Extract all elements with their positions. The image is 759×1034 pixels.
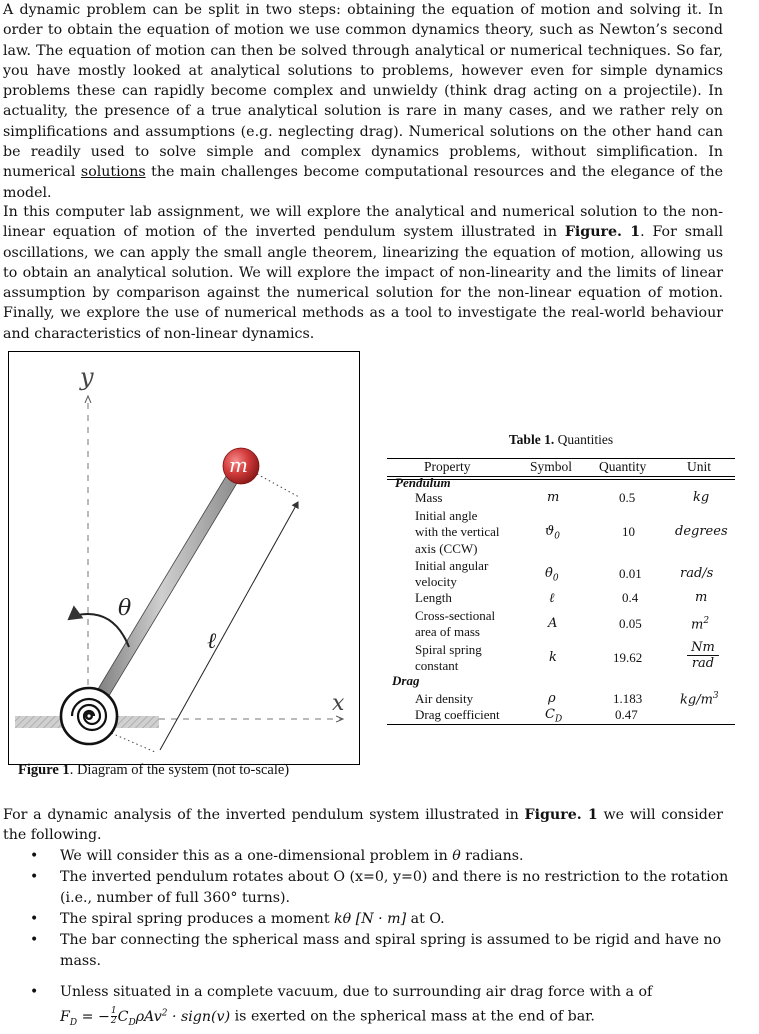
row-velocity-property-1: Initial angular [415, 558, 489, 573]
row-spring-property-1: Spiral spring [415, 642, 482, 657]
row-area-property-1: Cross-sectional [415, 608, 496, 623]
row-mass-symbol: m [547, 490, 560, 505]
row-length-quantity: 0.4 [622, 590, 639, 605]
group-drag: Drag [392, 673, 420, 688]
theta-label: θ [118, 596, 132, 621]
assumption-list [30, 846, 730, 1034]
solutions-word: solutions [80, 164, 146, 181]
row-drag-coef-symbol-sub: D [554, 714, 563, 725]
table-body [387, 475, 735, 735]
row-density-unit-sup: 3 [712, 691, 719, 701]
spiral-spring-icon [61, 688, 117, 744]
figure-caption-text: . Diagram of the system (not to-scale) [69, 762, 290, 778]
header-symbol: Symbol [530, 459, 573, 474]
intro-paragraph-1 [3, 0, 723, 203]
row-angle-property-2: with the vertical [415, 524, 500, 539]
row-angle-unit: degrees [675, 524, 728, 539]
row-spring-unit-num: Nm [691, 640, 715, 655]
row-area-quantity: 0.05 [619, 616, 642, 631]
header-unit: Unit [687, 459, 712, 474]
row-drag-coef-quantity: 0.47 [615, 707, 638, 722]
row-spring-property-2: constant [415, 658, 459, 673]
figure-caption-label: Figure 1 [18, 762, 70, 778]
intro-paragraph-2-end: . For small oscillations, we can apply the small angle theorem, linearizing the equation of motion, allowing us to obtain an analytical solution. We will explore the impact of non-linearity and the limits of linear assumption by comparison against the numerical solution for the non-linear equation of motion. Finally, we explore the use of numerical methods as a tool to investigate the real-world behaviour and characteristics of non-linear dynamics. [3, 224, 723, 342]
list-item: • The spiral spring produces a moment kθ [N · m] at O. [30, 909, 730, 930]
row-spring-quantity: 19.62 [613, 650, 643, 665]
figure-caption [18, 762, 289, 779]
row-area-unit-sup: 2 [703, 616, 710, 626]
row-mass-property: Mass [415, 490, 443, 505]
row-spring-unit-den: rad [687, 655, 719, 671]
row-velocity-unit: rad/s [680, 566, 714, 581]
intro-paragraph-2 [3, 202, 723, 344]
row-angle-symbol-sub: 0 [554, 531, 561, 542]
row-velocity-quantity: 0.01 [619, 566, 642, 581]
table-title-label: Table 1. [508, 432, 555, 447]
analysis-figure-reference: Figure. 1 [524, 807, 598, 823]
table-title-text: Quantities [554, 432, 614, 447]
y-label: y [80, 363, 94, 391]
length-guide-top [257, 474, 299, 497]
row-area-unit: m [691, 617, 704, 633]
row-area-property-2: area of mass [415, 624, 480, 639]
row-angle-property-3: axis (CCW) [415, 541, 478, 556]
intro-paragraph-2-text: In this computer lab assignment, we will explore the analytical and numerical solution to the non-linear equation of motion of the inverted pendulum system illustrated in [3, 204, 723, 241]
row-mass-unit: kg [693, 490, 710, 505]
row-mass-quantity: 0.5 [619, 490, 636, 505]
row-density-quantity: 1.183 [613, 691, 643, 706]
row-length-property: Length [415, 590, 452, 605]
quantities-table [387, 432, 735, 725]
row-density-unit: kg/m [680, 692, 713, 708]
drag-force-formula: $F_D$ = − $\frac{1}{2}$ $C_D\rho Av^2$ · sign(v) [60, 1006, 231, 1028]
list-item: • Unless situated in a complete vacuum, due to surrounding air drag force with a of $F_D$ = − $\frac{1}{2}$ $C_D\rho Av^2$ · sign(v) is exerted on the spherical mass at the end of bar. [30, 982, 730, 1034]
row-velocity-property-2: velocity [415, 574, 457, 589]
list-item: • We will consider this as a one-dimensional problem in θ radians. [30, 846, 730, 867]
analysis-paragraph [3, 805, 723, 846]
row-angle-property-1: Initial angle [415, 508, 478, 523]
row-velocity-symbol-sub: 0 [552, 573, 559, 584]
spring-moment-math: kθ [N · m] [334, 911, 407, 927]
row-density-symbol: ρ [548, 691, 556, 706]
intro-paragraph-1-text: A dynamic problem can be split in two steps: obtaining the equation of motion and solving it. In order to obtain the equation of motion we use common dynamics theory, such as Newton’s second law. The equation of motion can then be solved through analytical or numerical techniques. So far, you have mostly looked at analytical solutions to problems, however even for simple dynamics problems these can rapidly become complex and unwieldy (think drag acting on a projectile). In actuality, the presence of a true analytical solution is rare in many cases, and we rather rely on simplifications and assumptions (e.g. neglecting drag). Numerical solutions on the other hand can be readily used to solve simple and complex dynamics problems, without simplification. In numerical [3, 2, 723, 181]
row-area-symbol: A [548, 616, 558, 631]
theta-arc-icon [69, 614, 88, 619]
intro-paragraph-1-end: the main challenges become computational resources and the elegance of the model. [3, 164, 724, 201]
row-angle-quantity: 10 [622, 524, 635, 539]
x-label: x [332, 691, 345, 716]
list-item: • The inverted pendulum rotates about O (x=0, y=0) and there is no restriction to the rotation (i.e., number of full 360° turns). [30, 867, 730, 909]
group-pendulum: Pendulum [395, 475, 451, 490]
pendulum-diagram [8, 351, 360, 765]
header-quantity: Quantity [599, 459, 647, 474]
header-property: Property [424, 459, 471, 474]
table-title [387, 432, 735, 448]
row-drag-coef-property: Drag coefficient [415, 707, 500, 722]
length-label: ℓ [207, 629, 217, 654]
row-length-symbol: ℓ [549, 591, 555, 606]
row-density-property: Air density [415, 691, 474, 706]
analysis-paragraph-text: For a dynamic analysis of the inverted pendulum system illustrated in [3, 807, 525, 823]
figure-reference: Figure. 1 [564, 224, 641, 241]
list-item: • The bar connecting the spherical mass and spiral spring is assumed to be rigid and have no mass. [30, 930, 730, 972]
theta-symbol: θ [452, 848, 461, 864]
pendulum-rod [83, 473, 240, 719]
row-length-unit: m [695, 590, 708, 605]
row-drag-coef-symbol: C [545, 707, 555, 722]
length-arrow-icon [160, 502, 298, 750]
row-velocity-symbol: θ̇ [545, 566, 553, 581]
table-header-row [387, 459, 735, 476]
mass-label: m [229, 453, 248, 477]
analysis-paragraph-end: we will consider the following. [3, 807, 723, 844]
row-angle-symbol: ϑ [545, 524, 555, 539]
row-spring-symbol: k [549, 650, 557, 665]
